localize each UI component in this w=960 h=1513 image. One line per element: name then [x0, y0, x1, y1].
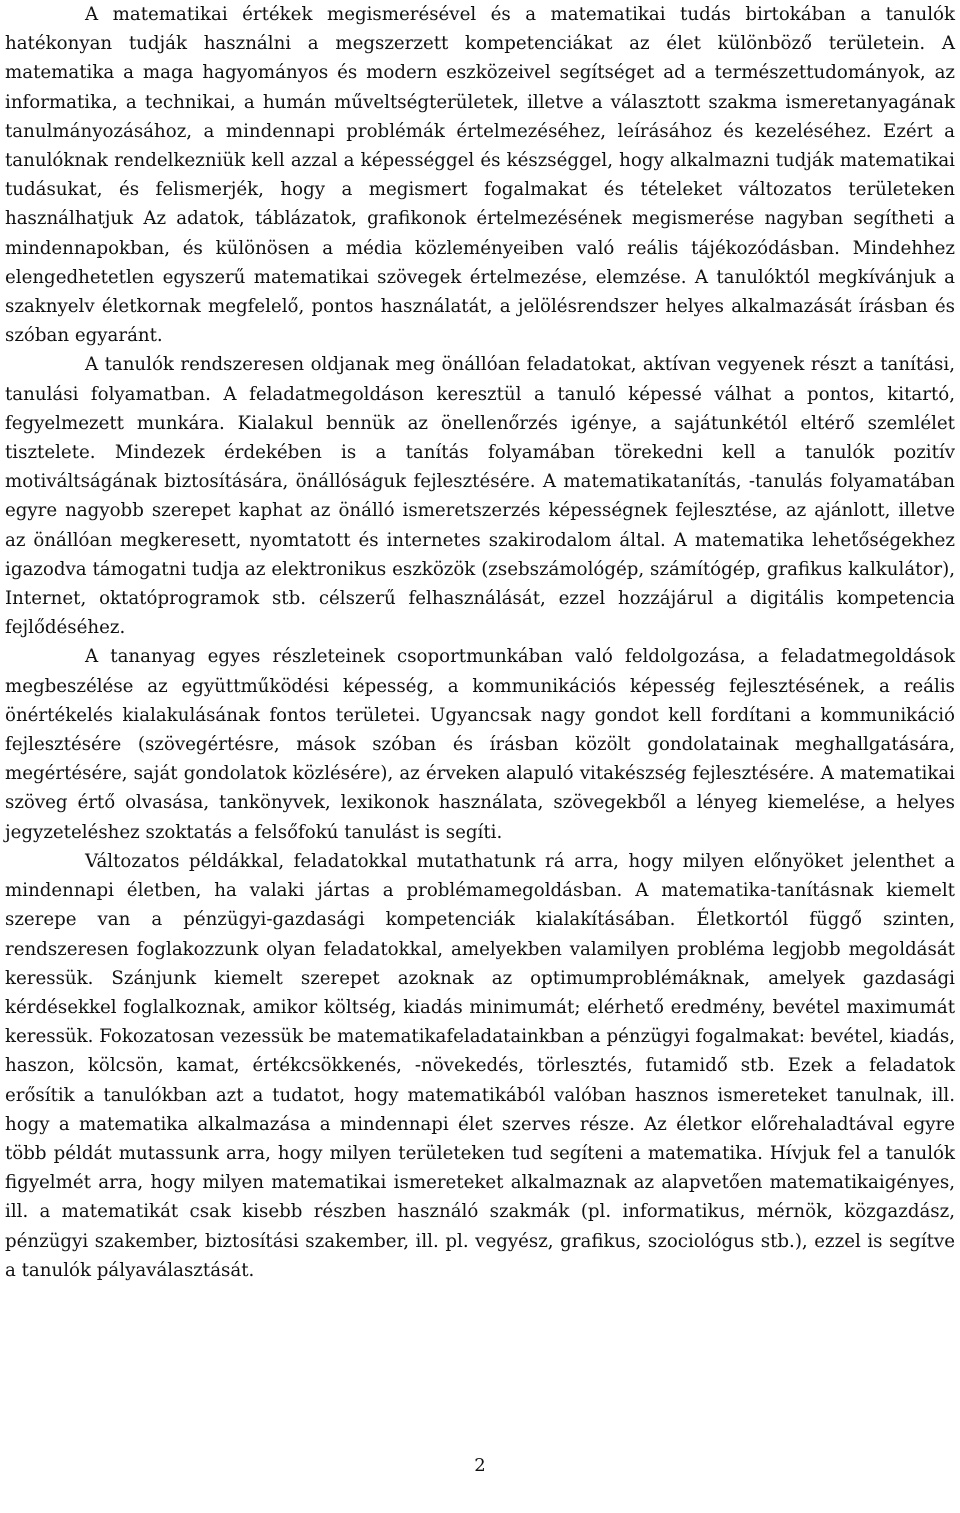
page-number: 2 — [474, 1455, 486, 1476]
body-text — [5, 0, 955, 1285]
document-page — [5, 0, 955, 1513]
paragraph-4: Változatos példákkal, feladatokkal mutathatunk rá arra, hogy milyen előnyöket jelenthet a mindennapi életben, ha valaki jártas a problémamegoldásban. A matematika-tanításnak kiemelt szerepe van a pénzügyi-gazdasági kompetenciák kialakításában. Életkortól függő szinten, rendszeresen foglakozzunk olyan feladatokkal, amelyekben valamilyen probléma legjobb megoldását keressük. Szánjunk kiemelt szerepet azoknak az optimumproblémáknak, amelyek gazdasági kérdésekkel foglalkoznak, amikor költség, kiadás minimumát; elérhető eredmény, bevétel maximumát keressük. Fokozatosan vezessük be matematikafeladatainkban a pénzügyi fogalmakat: bevétel, kiadás, haszon, kölcsön, kamat, értékcsökkenés, -növekedés, törlesztés, futamidő stb. Ezek a feladatok erősítik a tanulókban azt a tudatot, hogy matematikából valóban hasznos ismereteket tanulnak, ill. hogy a matematika alkalmazása a mindennapi élet szerves része. Az életkor előrehaladtával egyre több példát mutassunk arra, hogy milyen területeken tud segíteni a matematika. Hívjuk fel a tanulók figyelmét arra, hogy milyen matematikai ismereteket alkalmaznak az alapvetően matematikaigényes, ill. a matematikát csak kisebb részben használó szakmák (pl. informatikus, mérnök, közgazdász, pénzügyi szakember, biztosítási szakember, ill. pl. vegyész, grafikus, szociológus stb.), ezzel is segítve a tanulók pályaválasztását. — [5, 850, 955, 1281]
paragraph-2: A tanulók rendszeresen oldjanak meg önállóan feladatokat, aktívan vegyenek részt a tanítási, tanulási folyamatban. A feladatmegoldáson keresztül a tanuló képessé válhat a pontos, kitartó, fegyelmezett munkára. Kialakul bennük az önellenőrzés igénye, a sajátunkétól eltérő szemlélet tisztelete. Mindezek érdekében is a tanítás folyamában törekedni kell a tanulók pozitív motiváltságának biztosítására, önállóságuk fejlesztésére. A matematikatanítás, -tanulás folyamatában egyre nagyobb szerepet kaphat az önálló ismeretszerzés képességnek fejlesztése, az ajánlott, illetve az önállóan megkeresett, nyomtatott és internetes szakirodalom által. A matematika lehetőségekhez igazodva támogatni tudja az elektronikus eszközök (zsebszámológép, számítógép, grafikus kalkulátor), Internet, oktatóprogramok stb. célszerű felhasználását, ezzel hozzájárul a digitális kompetencia fejlődéséhez. — [5, 354, 955, 639]
paragraph-1: A matematikai értékek megismerésével és a matematikai tudás birtokában a tanulók hatékonyan tudják használni a megszerzett kompetenciákat az élet különböző területein. A matematika a maga hagyományos és modern eszközeivel segítséget ad a természettudományok, az informatika, a technikai, a humán műveltségterületek, illetve a választott szakma ismeretanyagának tanulmányozásához, a mindennapi problémák értelmezéséhez, leírásához és kezeléséhez. Ezért a tanulóknak rendelkezniük kell azzal a képességgel és készséggel, hogy alkalmazni tudják matematikai tudásukat, és felismerjék, hogy a megismert fogalmakat és tételeket változatos területeken használhatjuk Az adatok, táblázatok, grafikonok értelmezésének megismerése nagyban segítheti a mindennapokban, és különösen a média közleményeiben való reális tájékozódásban. Mindehhez elengedhetetlen egyszerű matematikai szövegek értelmezése, elemzése. A tanulóktól megkívánjuk a szaknyelv életkornak megfelelő, pontos használatát, a jelölésrendszer helyes alkalmazását írásban és szóban egyaránt. — [5, 4, 955, 347]
paragraph-3: A tananyag egyes részleteinek csoportmunkában való feldolgozása, a feladatmegoldások megbeszélése az együttműködési képesség, a kommunikációs képesség fejlesztésének, a reális önértékelés kialakulásának fontos területei. Ugyancsak nagy gondot kell fordítani a kommunikáció fejlesztésére (szövegértésre, mások szóban és írásban közölt gondolatainak meghallgatására, megértésére, saját gondolatok közlésére), az érveken alapuló vitakészség fejlesztésére. A matematikai szöveg értő olvasása, tankönyvek, lexikonok használata, szövegekből a lényeg kiemelése, a helyes jegyzeteléshez szoktatás a felsőfokú tanulást is segíti. — [5, 646, 955, 843]
